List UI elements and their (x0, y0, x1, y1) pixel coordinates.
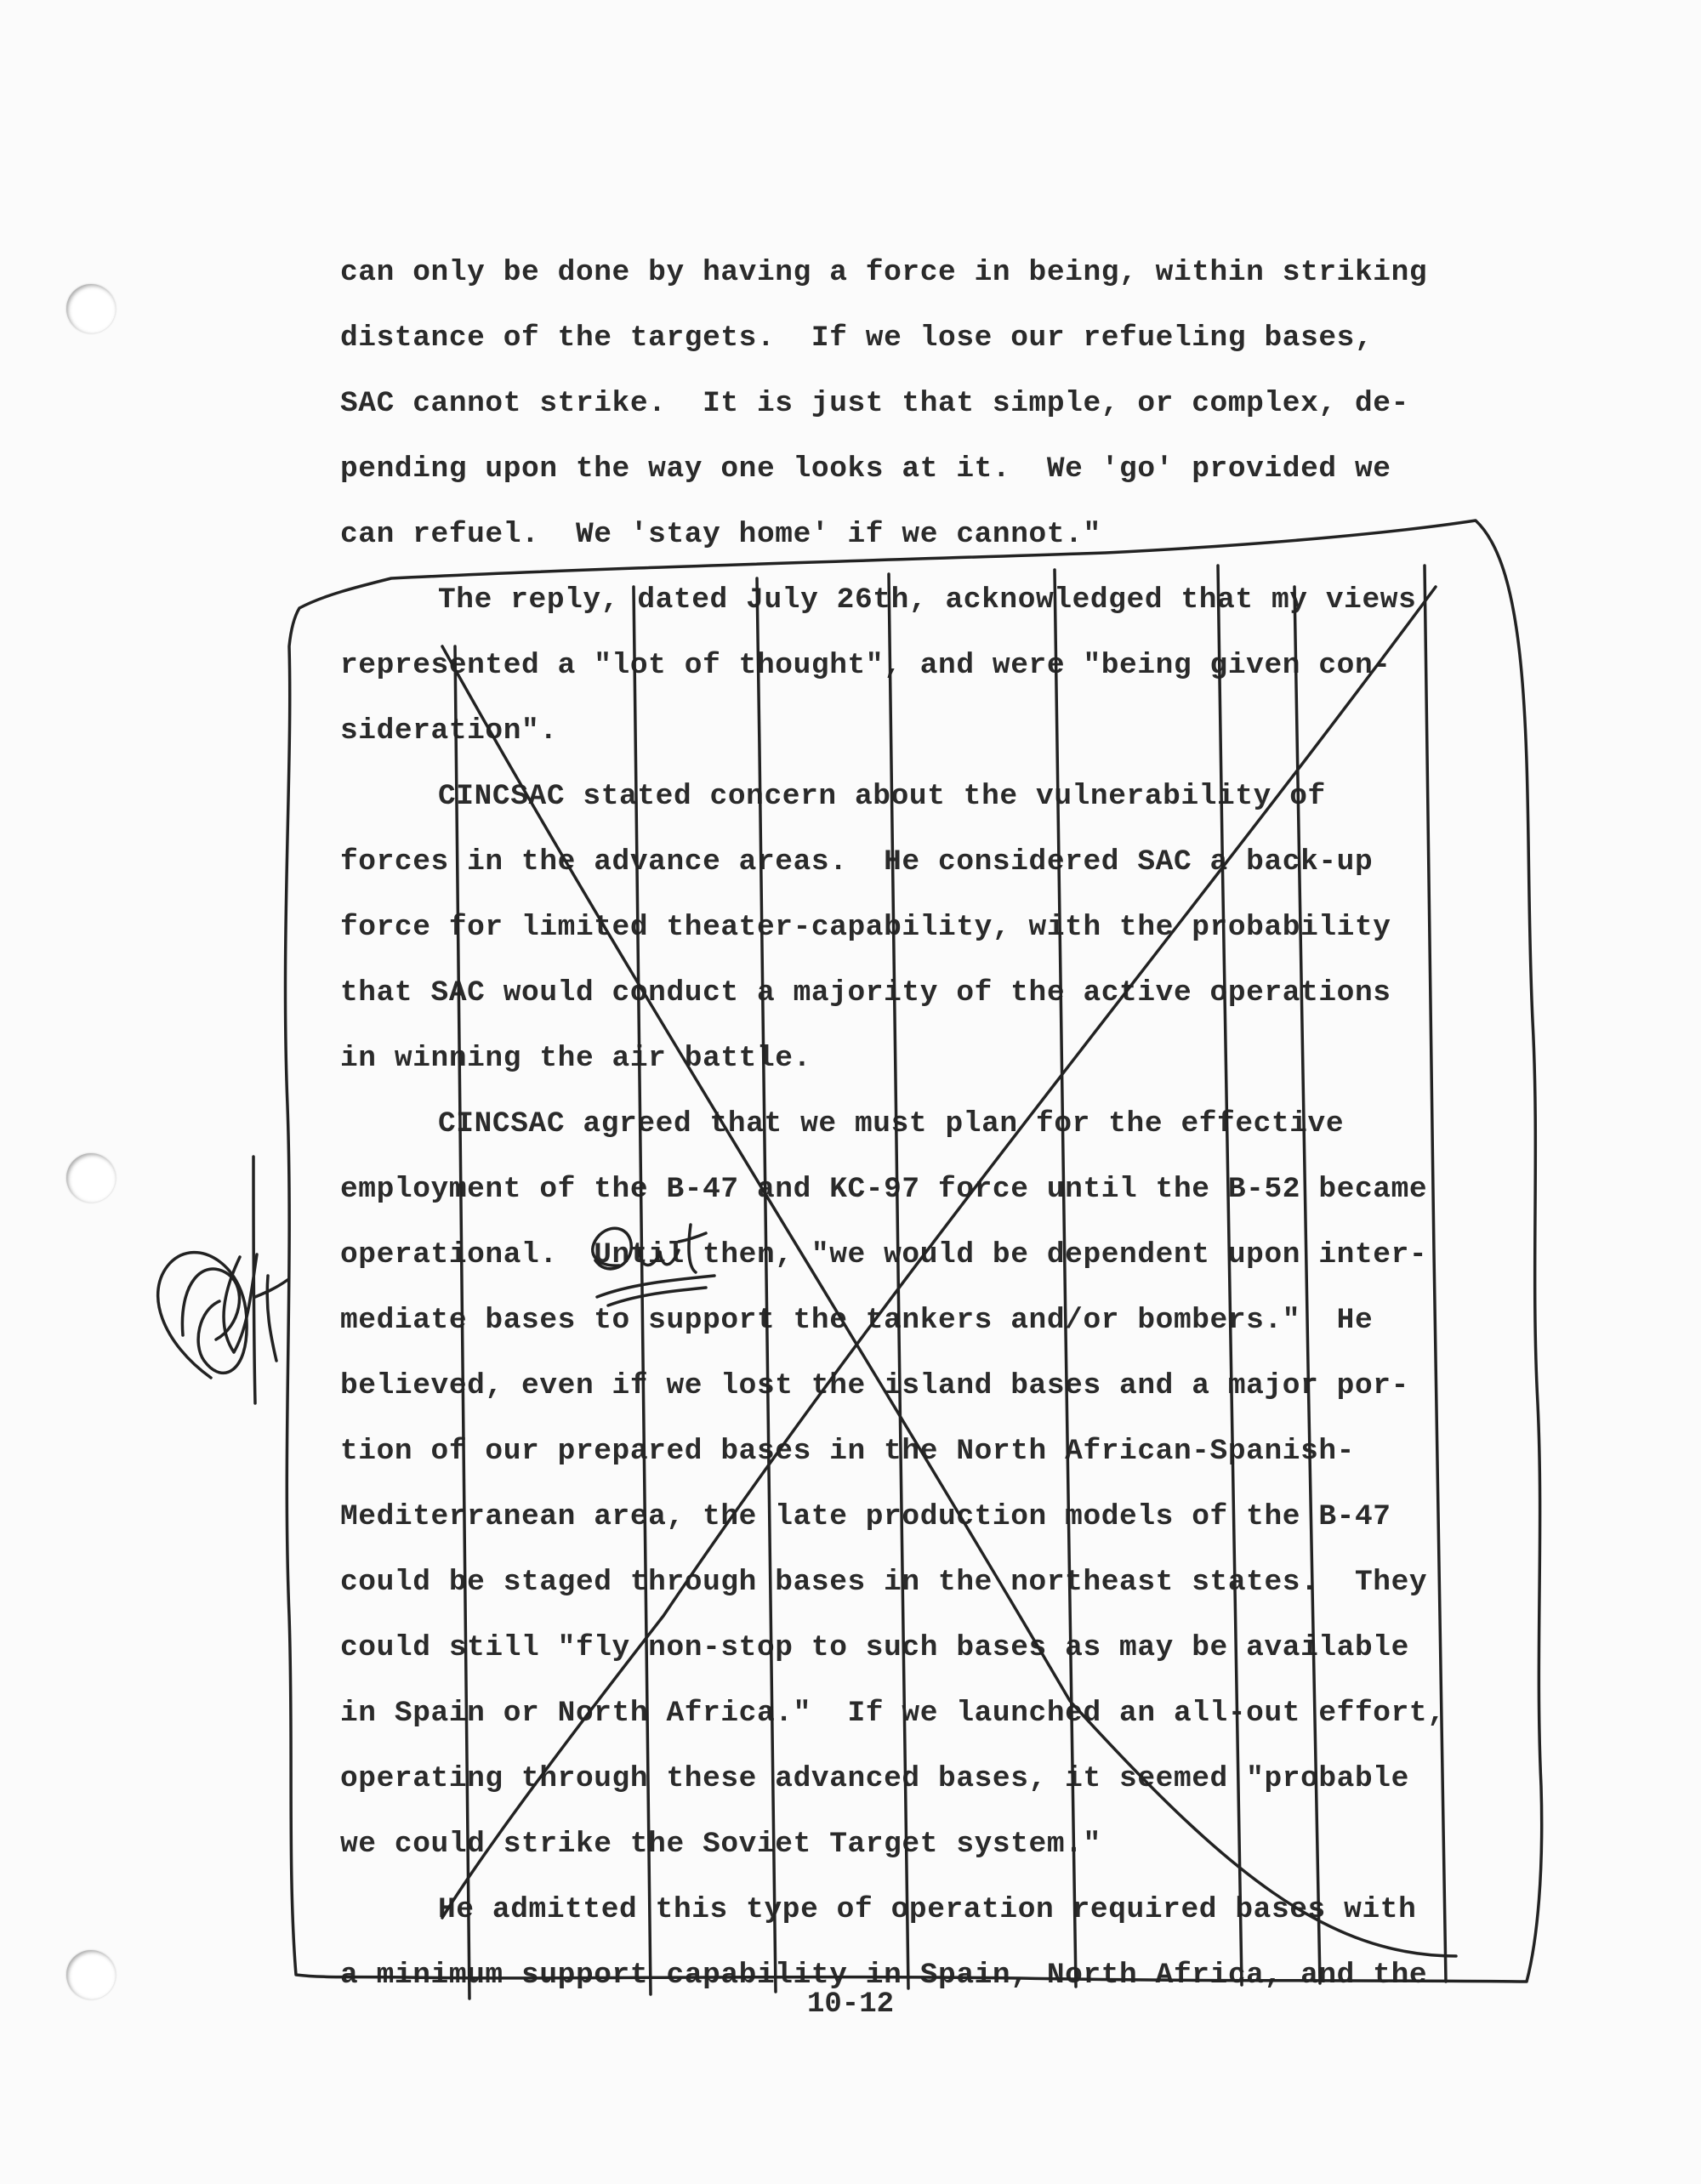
text-line: a minimum support capability in Spain, North Africa, and the (340, 1959, 1428, 1992)
annotation-out-margin (255, 1280, 287, 1297)
text-line: employment of the B-47 and KC-97 force until the B-52 became (340, 1173, 1428, 1206)
text-line: in Spain or North Africa." If we launched an all-out effort, (340, 1697, 1446, 1730)
annotation-out-margin (182, 1269, 239, 1339)
text-line: mediate bases to support the tankers and/or bombers." He (340, 1304, 1374, 1337)
text-line: tion of our prepared bases in the North African-Spanish- (340, 1435, 1355, 1468)
text-line: believed, even if we lost the island bases and a major por- (340, 1369, 1409, 1402)
punch-hole-top (66, 284, 116, 333)
text-line: The reply, dated July 26th, acknowledged that my views (438, 583, 1417, 617)
annotation-out-margin (267, 1276, 276, 1361)
paragraph-cincsac-agreed (340, 1091, 1531, 1877)
text-line: CINCSAC agreed that we must plan for the effective (438, 1107, 1345, 1140)
text-line: force for limited theater-capability, with the probability (340, 911, 1391, 944)
text-line: operating through these advanced bases, it seemed "probable (340, 1762, 1409, 1795)
text-line: forces in the advance areas. He considered SAC a back-up (340, 845, 1374, 879)
annotation-out-margin (253, 1157, 255, 1403)
text-line: in winning the air battle. (340, 1042, 811, 1075)
text-line: could still "fly non-stop to such bases as may be available (340, 1631, 1409, 1664)
text-line: that SAC would conduct a majority of the active operations (340, 976, 1391, 1010)
paragraph-reply (340, 567, 1531, 764)
body-text (340, 240, 1531, 2008)
text-line: Mediterranean area, the late production models of the B-47 (340, 1500, 1391, 1533)
paragraph-continuation (340, 240, 1531, 567)
text-line: could be staged through bases in the northeast states. They (340, 1566, 1428, 1599)
page-number: 10-12 (806, 1988, 895, 2021)
text-line: we could strike the Soviet Target system." (340, 1828, 1101, 1861)
text-line: distance of the targets. If we lose our refueling bases, (340, 321, 1374, 355)
text-line: He admitted this type of operation required bases with (438, 1893, 1417, 1926)
annotation-out-margin (158, 1253, 247, 1378)
text-line: operational. Until then, "we would be dependent upon inter- (340, 1238, 1428, 1271)
punch-hole-middle (66, 1153, 116, 1203)
text-line: SAC cannot strike. It is just that simple, or complex, de- (340, 387, 1409, 420)
annotation-out-margin (224, 1254, 257, 1352)
text-line: pending upon the way one looks at it. We 'go' provided we (340, 452, 1391, 486)
text-line: can only be done by having a force in being, within striking (340, 256, 1428, 289)
text-line: can refuel. We 'stay home' if we cannot." (340, 518, 1101, 551)
text-line: sideration". (340, 714, 558, 748)
paragraph-cincsac-concern (340, 764, 1531, 1091)
text-line: represented a "lot of thought", and were "being given con- (340, 649, 1391, 682)
text-line: CINCSAC stated concern about the vulnerability of (438, 780, 1326, 813)
